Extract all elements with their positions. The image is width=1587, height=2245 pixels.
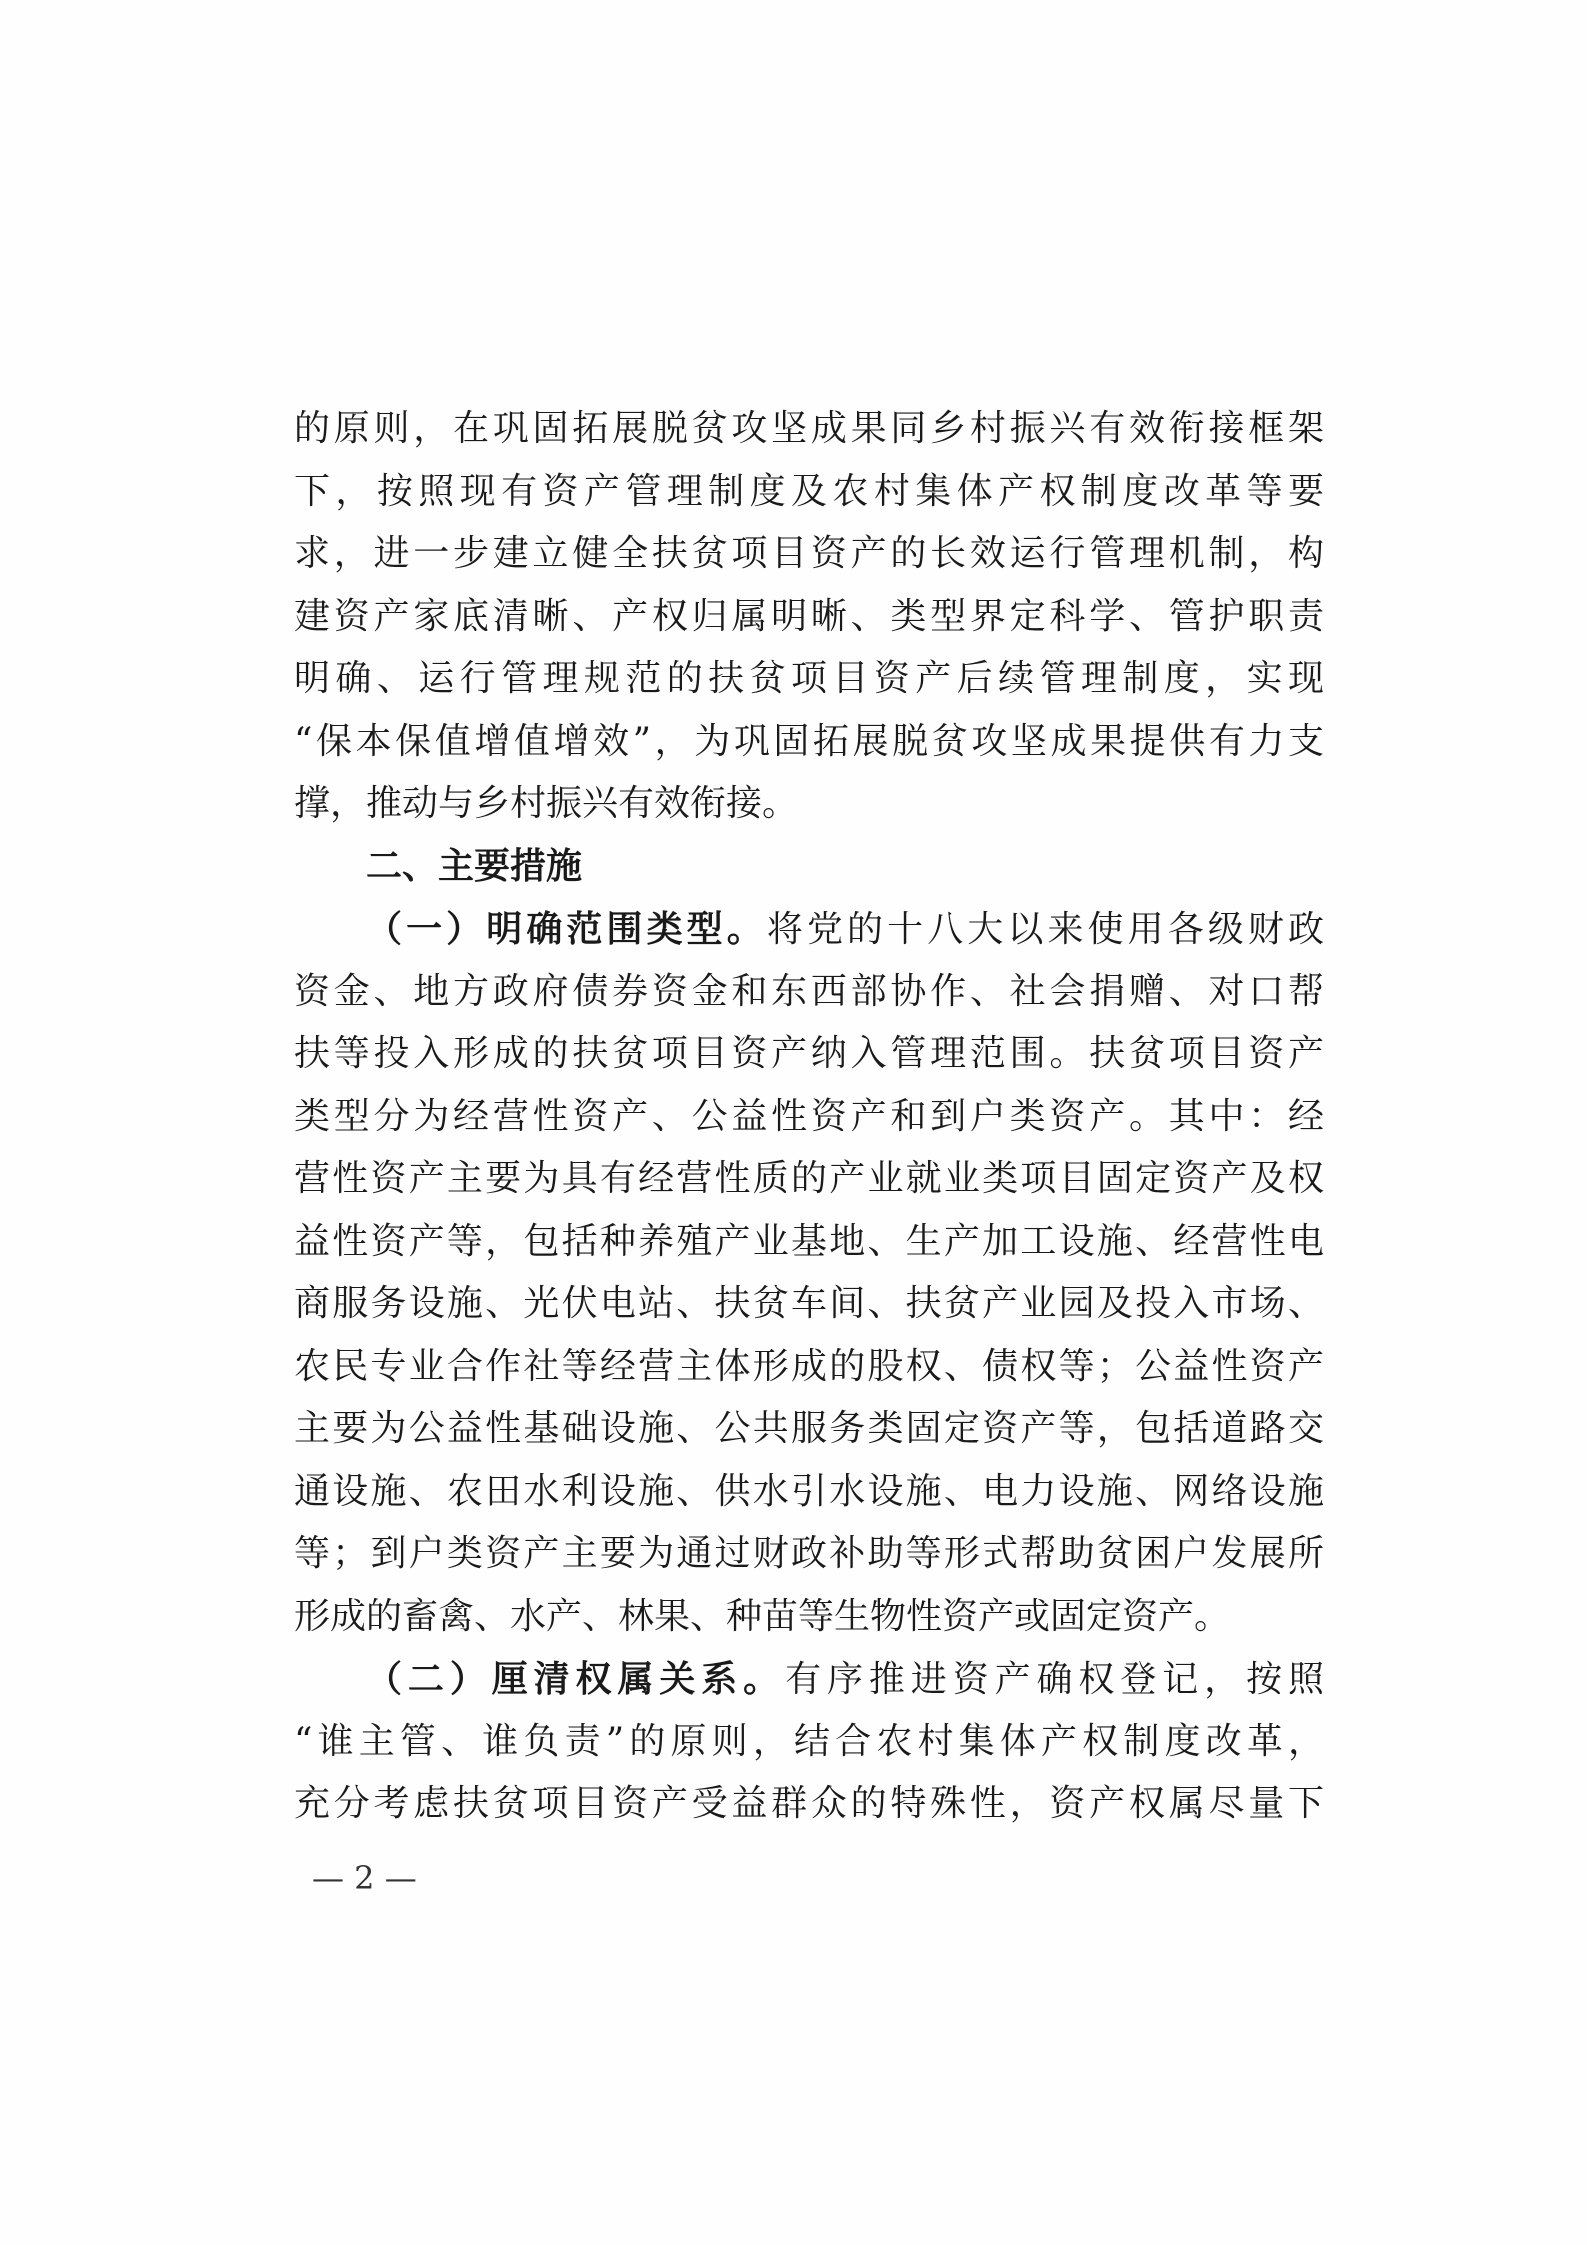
paragraph-line: 农民专业合作社等经营主体形成的股权、债权等；公益性资产 [294, 1345, 1324, 1387]
page-number: — 2 — [312, 1859, 417, 1897]
paragraph-line [294, 898, 1324, 961]
paragraph-line: 扶等投入形成的扶贫项目资产纳入管理范围。扶贫项目资产 [294, 1033, 1324, 1074]
paragraph-line: 类型分为经营性资产、公益性资产和到户类资产。其中：经 [294, 1095, 1324, 1137]
subsection-title: （一）明确范围类型。 [366, 908, 767, 950]
paragraph-line: 等；到户类资产主要为通过财政补助等形式帮助贫困户发展所 [294, 1533, 1324, 1574]
paragraph-line: 通设施、农田水利设施、供水引水设施、电力设施、网络设施 [294, 1470, 1324, 1512]
paragraph-line: 明确、运行管理规范的扶贫项目资产后续管理制度，实现 [294, 658, 1324, 699]
paragraph-line: 商服务设施、光伏电站、扶贫车间、扶贫产业园及投入市场、 [294, 1283, 1324, 1324]
paragraph-line: “谁主管、谁负责”的原则，结合农村集体产权制度改革， [294, 1720, 1324, 1762]
paragraph-line: 下，按照现有资产管理制度及农村集体产权制度改革等要 [294, 470, 1324, 512]
paragraph-text: 将党的十八大以来使用各级财政 [766, 909, 1324, 950]
paragraph-line: 充分考虑扶贫项目资产受益群众的特殊性，资产权属尽量下 [294, 1783, 1324, 1824]
paragraph-line: 益性资产等，包括种养殖产业基地、生产加工设施、经营性电 [294, 1220, 1324, 1262]
paragraph-line: 的原则，在巩固拓展脱贫攻坚成果同乡村振兴有效衔接框架 [294, 408, 1324, 449]
paragraph-line: 资金、地方政府债券资金和东西部协作、社会捐赠、对口帮 [294, 970, 1324, 1012]
paragraph-line: 主要为公益性基础设施、公共服务类固定资产等，包括道路交 [294, 1408, 1324, 1449]
paragraph-line: “保本保值增值增效”，为巩固拓展脱贫攻坚成果提供有力支 [294, 720, 1324, 762]
subsection-title: （二）厘清权属关系。 [366, 1658, 786, 1700]
paragraph-line [294, 1648, 1324, 1711]
paragraph-text: 有序推进资产确权登记，按照 [785, 1659, 1324, 1700]
paragraph-line: 形成的畜禽、水产、林果、种苗等生物性资产或固定资产。 [294, 1595, 1231, 1637]
paragraph-line: 求，进一步建立健全扶贫项目资产的长效运行管理机制，构 [294, 533, 1324, 574]
document-body [294, 398, 1324, 1836]
section-heading: 二、主要措施 [366, 845, 583, 887]
paragraph-line: 建资产家底清晰、产权归属明晰、类型界定科学、管护职责 [294, 595, 1324, 637]
paragraph-line: 撑，推动与乡村振兴有效衔接。 [294, 783, 799, 824]
paragraph-line: 营性资产主要为具有经营性质的产业就业类项目固定资产及权 [294, 1158, 1324, 1199]
